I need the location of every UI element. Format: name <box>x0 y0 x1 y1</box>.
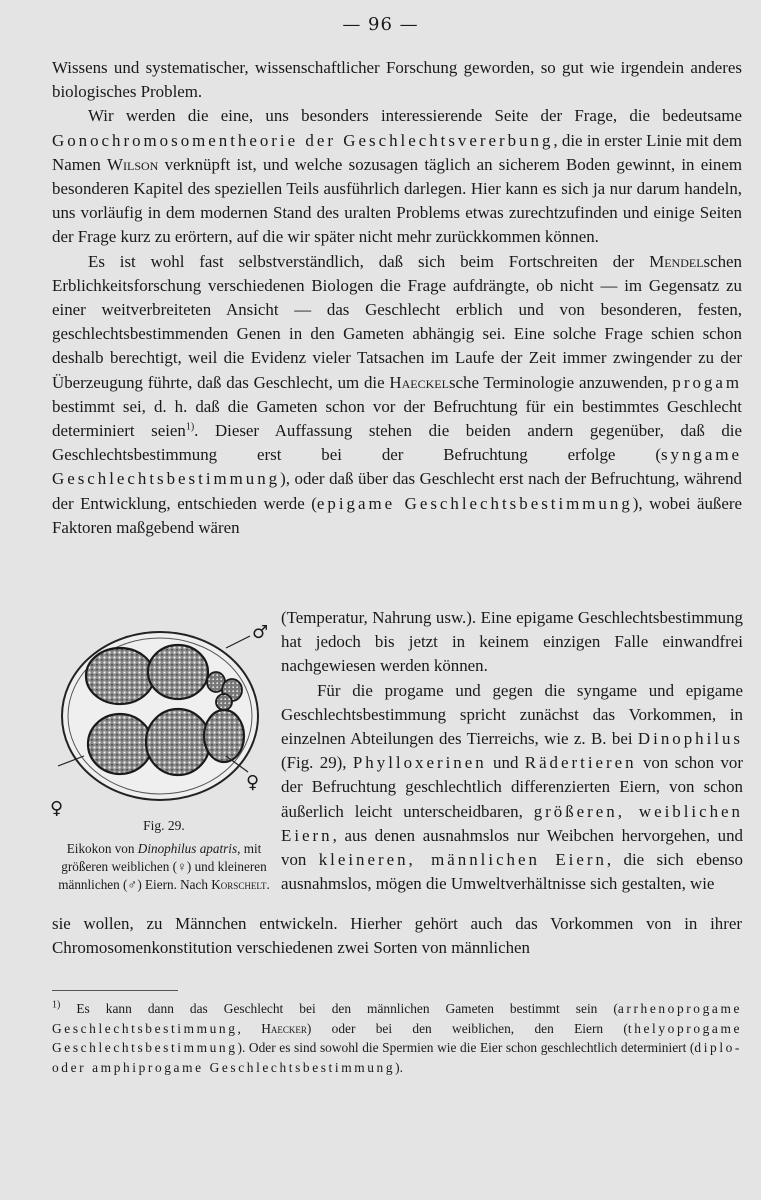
author-wilson: Wilson <box>107 154 159 174</box>
p3-text-c: sche Terminologie anzuwenden, <box>448 372 673 392</box>
term-dinophilus: Dinophilus <box>637 729 743 749</box>
term-epigame: epigame Geschlechtsbestimmung <box>316 493 633 513</box>
footnote-divider <box>52 990 178 991</box>
bottom-paragraph <box>52 912 742 960</box>
term-kleineren-eiern: kleineren, männlichen Eiern <box>318 850 607 870</box>
paragraph-3 <box>52 250 742 540</box>
female-egg <box>88 714 152 774</box>
caption-author: Korschelt <box>211 877 267 892</box>
figure-caption <box>48 840 280 894</box>
footnote <box>52 999 742 1077</box>
paragraph-1-text: Wissens und systematischer, wissenschaftlicher Forschung geworden, so gut wie irgendein anderes biologisches Problem. <box>52 58 742 102</box>
female-symbol-right: ♀ <box>246 772 260 793</box>
footnote-text-d: ). Oder es sind sowohl die Spermien wie die Eier schon geschlechtlich determiniert ( <box>237 1040 695 1055</box>
female-egg <box>204 710 244 762</box>
caption-text-b: , mit größeren weiblichen (♀) und kleineren männlichen (♂) Eiern. Nach <box>58 841 267 892</box>
term-arrhenoprogame: arrhenoprogame Geschlechtsbestimmung <box>52 1001 742 1036</box>
p3-text-f: ), oder daß über das Geschlecht erst nach der Befruchtung, während der Entwicklung, entschieden werde ( <box>52 469 742 513</box>
paragraph-2 <box>52 104 742 249</box>
term-gonochromosomentheorie: Gonochromosomentheorie der Geschlechtsvererbung <box>52 130 554 150</box>
footnote-text-c: ) oder bei den weiblichen, den Eiern ( <box>306 1020 628 1036</box>
female-egg <box>146 709 210 775</box>
p3-text-d: bestimmt sei, d. h. daß die Gameten schon vor der Befruchtung für ein bestimmtes Geschlecht determiniert seien <box>52 396 742 441</box>
body-text-top <box>52 56 742 540</box>
term-phylloxerinen: Phylloxerinen <box>352 753 487 773</box>
right-paragraph-1 <box>281 606 743 679</box>
caption-species: Dinophilus apatris <box>137 841 238 856</box>
male-symbol: ♂ <box>252 622 269 643</box>
footnote-text-e: ). <box>395 1059 403 1075</box>
term-thelyoprogame: thelyoprogame Geschlechtsbestimmung <box>52 1020 743 1055</box>
body-text-right-of-figure <box>281 606 743 896</box>
term-groesseren-eiern: größeren, weiblichen Eiern <box>281 801 743 845</box>
body-text-bottom <box>52 912 742 960</box>
right-text-c: und <box>486 753 525 773</box>
author-haecker: Haecker <box>261 1020 307 1036</box>
caption-text-c: . <box>266 877 270 892</box>
p3-text-g: ), wobei äußere Faktoren maßgebend wären <box>52 493 742 537</box>
page-number: — 96 — <box>342 14 419 35</box>
footnote-text-b: , <box>237 1020 262 1036</box>
paragraph-1 <box>52 56 742 104</box>
caption-text-a: Eikokon von <box>66 841 138 856</box>
egg-cocoon-illustration <box>48 606 280 816</box>
figure-29 <box>48 606 280 938</box>
figure-label: Fig. 29. <box>143 818 185 833</box>
female-egg <box>86 648 154 704</box>
right-text-a: Für die progame und gegen die syngame und epigame Geschlechtsbestimmung spricht zunächst das Vorkommen, in einzelnen Abteilungen des Tierreichs, wie z. B. bei <box>281 680 743 749</box>
footnote-text-a: Es kann dann das Geschlecht bei den männlichen Gameten bestimmt sein ( <box>60 1001 618 1016</box>
right-text-e: , aus denen ausnahmslos nur Weibchen hervorgehen, und von <box>281 825 743 870</box>
right-text-f: , die sich ebenso ausnahmslos, mögen die Umweltverhältnisse sich gestalten, wie <box>281 850 743 894</box>
p2-text-b: , die in erster Linie mit dem Namen <box>52 130 742 174</box>
right-text-d: von schon vor der Befruchtung geschlechtlich differenzierten Eiern, von schon äußerlich leicht unterscheidbaren, <box>281 753 743 821</box>
footnote-reference[interactable]: 1) <box>185 421 195 433</box>
term-raedertieren: Rädertieren <box>524 753 637 773</box>
p2-text-a: Wir werden die eine, uns besonders interessierende Seite der Frage, die bedeutsame <box>88 106 742 126</box>
female-symbol-left: ♀ <box>50 798 64 816</box>
bottom-text: sie wollen, zu Männchen entwickeln. Hierher gehört auch das Vorkommen von in ihrer Chromosomenkonstitution verschiedenen zwei Sorten von männlichen <box>52 914 742 958</box>
term-amphiprogame: diplo- oder amphiprogame Geschlechtsbestimmung <box>52 1040 742 1075</box>
footnote-mark: 1) <box>52 999 61 1011</box>
male-egg <box>216 694 232 710</box>
p3-text-a: Es ist wohl fast selbstverständlich, daß sich beim Fortschreiten der <box>88 251 650 271</box>
p3-text-e: . Dieser Auffassung stehen die beiden andern gegenüber, daß die Geschlechtsbestimmung erst bei der Befruchtung erfolge ( <box>52 421 742 465</box>
author-haeckel: Haeckel <box>389 372 449 392</box>
right-paragraph-2 <box>281 679 743 897</box>
author-mendel: Mendel <box>649 251 704 271</box>
p2-text-c: verknüpft ist, und welche sozusagen täglich an sicherem Boden gewinnt, in einem besonderen Kapitel des speziellen Teils ausführlich darlegen. Hier kann es sich ja nur darum handeln, uns vorläufig in dem modernen Stand des uralten Problems etwas zurechtzufinden und einige Seiten der Frage kurz zu erörtern, auf die wir später nicht mehr zurückkommen können. <box>52 154 742 247</box>
female-egg <box>148 645 208 699</box>
term-progam: progam <box>672 372 742 392</box>
right-text-1: (Temperatur, Nahrung usw.). Eine epigame Geschlechtsbestimmung hat jedoch bis jetzt in keinem einzigen Falle einwandfrei nachgewiesen werden können. <box>281 608 743 676</box>
p3-text-b: schen Erblichkeitsforschung verschiedenen Biologen die Frage aufdrängte, ob nicht — im Gegensatz zu einer weitverbreiteten Ansicht — das Geschlecht erblich und von besonderen, festen, geschlechtsbestimmenden Genen in den Gameten abhängig sei. Eine solche Frage schien schon deshalb berechtigt, weil die Evidenz vieler Tatsachen im Laufe der Zeit immer zwingender zu der Überzeugung führte, daß das Geschlecht, um die <box>52 251 742 392</box>
male-pointer-line <box>226 636 250 648</box>
right-text-b: (Fig. 29), <box>281 753 353 773</box>
term-syngame: syngame Geschlechtsbestimmung <box>52 445 742 489</box>
